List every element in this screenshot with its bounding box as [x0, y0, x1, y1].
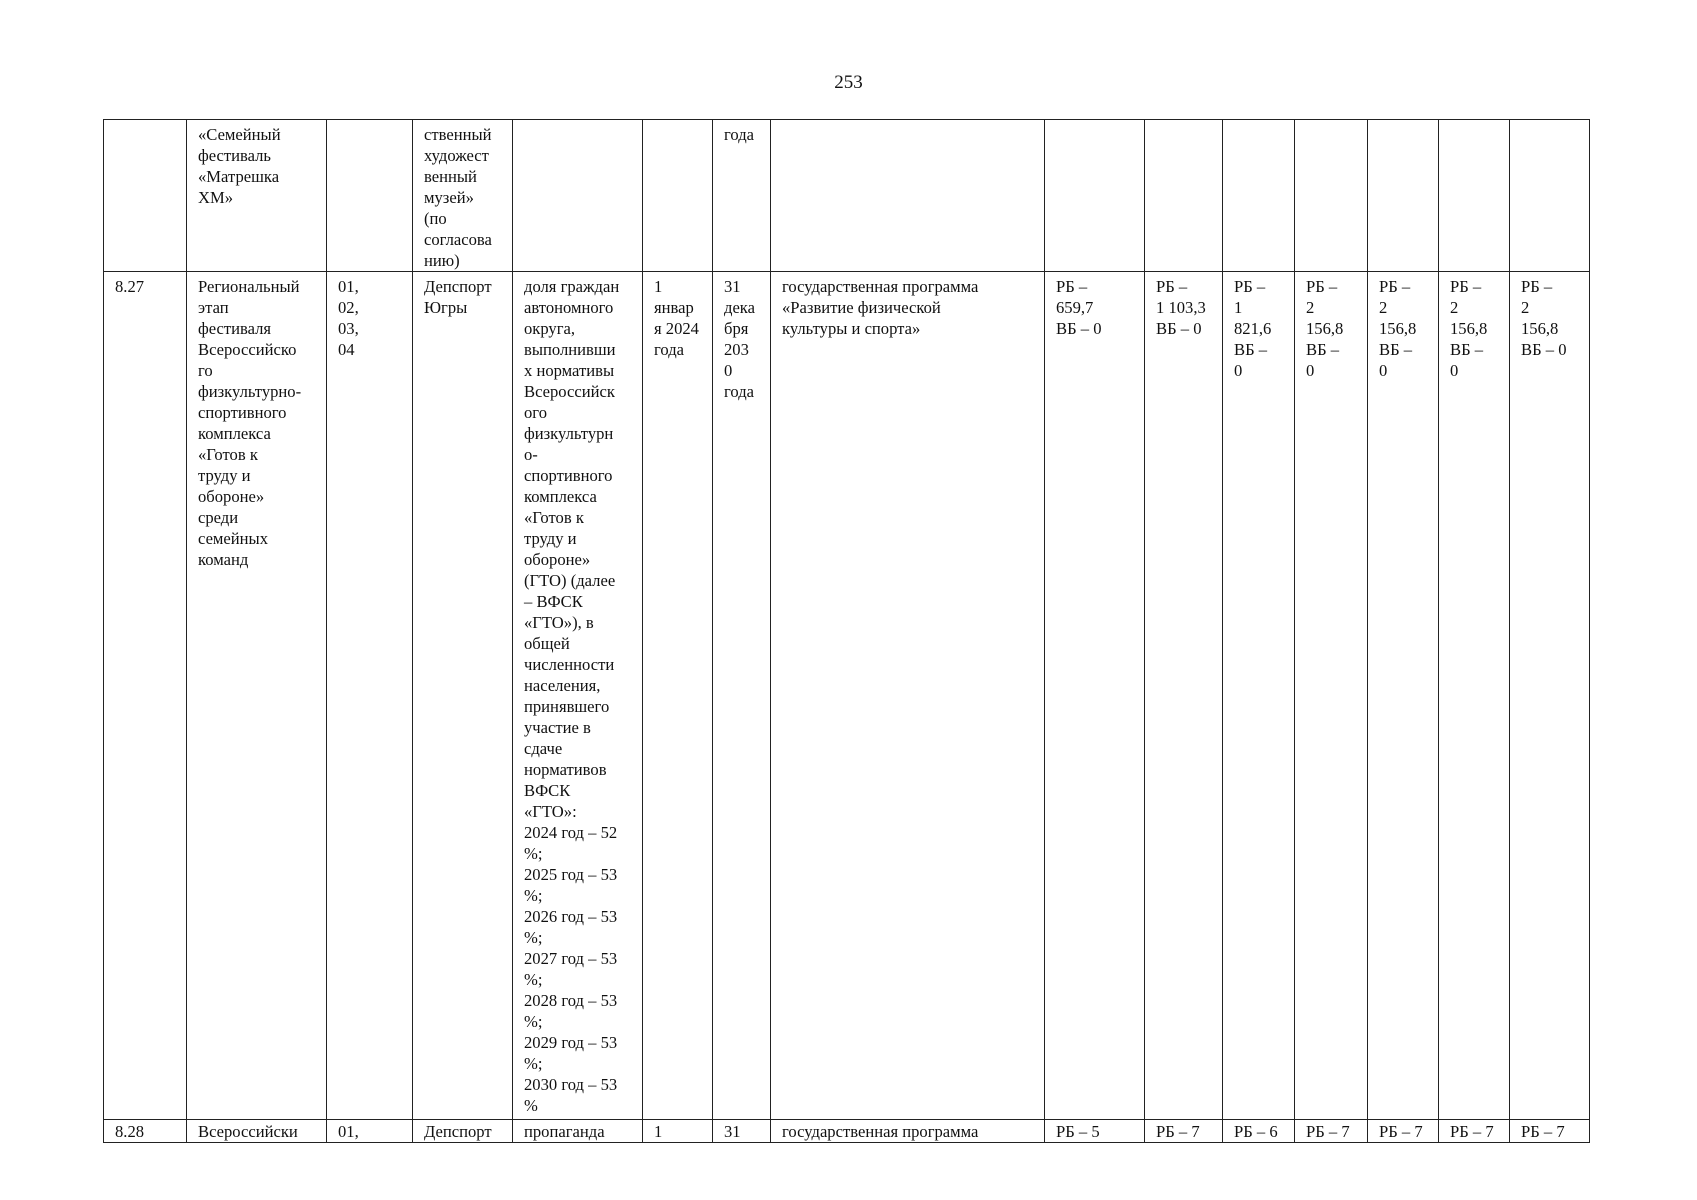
funding-2027-cell: РБ – 2 156,8 ВБ – 0 — [1295, 272, 1368, 1120]
end-date-cell: года — [713, 120, 771, 272]
funding-2029-cell: РБ – 7 — [1439, 1120, 1510, 1143]
table-row-828 — [104, 1120, 1590, 1143]
funding-2025-cell — [1145, 120, 1223, 272]
funding-2024-cell — [1045, 120, 1145, 272]
table-row-827 — [104, 272, 1590, 1120]
event-name-cell: Региональный этап фестиваля Всероссийско го физкультурно- спортивного комплекса «Готов к труду и обороне» среди семейных команд — [187, 272, 327, 1120]
event-name-cell: Всероссийски — [187, 1120, 327, 1143]
program-cell: государственная программа — [771, 1120, 1045, 1143]
funding-2030-cell — [1510, 120, 1590, 272]
end-date-cell: 31 дека бря 203 0 года — [713, 272, 771, 1120]
task-codes-cell: 01, 02, 03, 04 — [327, 272, 413, 1120]
funding-2024-cell: РБ – 659,7 ВБ – 0 — [1045, 272, 1145, 1120]
table-row-cont — [104, 120, 1590, 272]
funding-2024-cell: РБ – 5 — [1045, 1120, 1145, 1143]
funding-2028-cell: РБ – 7 — [1368, 1120, 1439, 1143]
measures-table — [103, 119, 1590, 1143]
end-date-cell: 31 — [713, 1120, 771, 1143]
start-date-cell — [643, 120, 713, 272]
indicator-cell: доля граждан автономного округа, выполнивши х нормативы Всероссийск ого физкультурн о- спортивного комплекса «Готов к труду и обороне» (ГТО) (далее – ВФСК «ГТО»), в общей численности населения, принявшего участие в сдаче нормативов ВФСК «ГТО»: 2024 год – 52 %; 2025 год – 53 %; 2026 год – 53 %; 2027 год – 53 %; 2028 год – 53 %; 2029 год – 53 %; 2030 год – 53 % — [513, 272, 643, 1120]
funding-2027-cell: РБ – 7 — [1295, 1120, 1368, 1143]
start-date-cell: 1 — [643, 1120, 713, 1143]
funding-2026-cell: РБ – 1 821,6 ВБ – 0 — [1223, 272, 1295, 1120]
number-cell: 8.27 — [104, 272, 187, 1120]
responsible-cell: Депспорт — [413, 1120, 513, 1143]
task-codes-cell: 01, — [327, 1120, 413, 1143]
indicator-cell: пропаганда — [513, 1120, 643, 1143]
funding-2029-cell: РБ – 2 156,8 ВБ – 0 — [1439, 272, 1510, 1120]
responsible-cell: ственный художест венный музей» (по согласова нию) — [413, 120, 513, 272]
number-cell: 8.28 — [104, 1120, 187, 1143]
number-cell — [104, 120, 187, 272]
funding-2028-cell: РБ – 2 156,8 ВБ – 0 — [1368, 272, 1439, 1120]
funding-2025-cell: РБ – 7 — [1145, 1120, 1223, 1143]
event-name-cell: «Семейный фестиваль «Матрешка ХМ» — [187, 120, 327, 272]
start-date-cell: 1 январ я 2024 года — [643, 272, 713, 1120]
program-cell: государственная программа «Развитие физической культуры и спорта» — [771, 272, 1045, 1120]
funding-2028-cell — [1368, 120, 1439, 272]
funding-2026-cell: РБ – 6 — [1223, 1120, 1295, 1143]
task-codes-cell — [327, 120, 413, 272]
funding-2029-cell — [1439, 120, 1510, 272]
funding-2025-cell: РБ – 1 103,3 ВБ – 0 — [1145, 272, 1223, 1120]
funding-2030-cell: РБ – 2 156,8 ВБ – 0 — [1510, 272, 1590, 1120]
page-number: 253 — [834, 72, 863, 93]
funding-2026-cell — [1223, 120, 1295, 272]
funding-2027-cell — [1295, 120, 1368, 272]
indicator-cell — [513, 120, 643, 272]
program-cell — [771, 120, 1045, 272]
funding-2030-cell: РБ – 7 — [1510, 1120, 1590, 1143]
responsible-cell: Депспорт Югры — [413, 272, 513, 1120]
